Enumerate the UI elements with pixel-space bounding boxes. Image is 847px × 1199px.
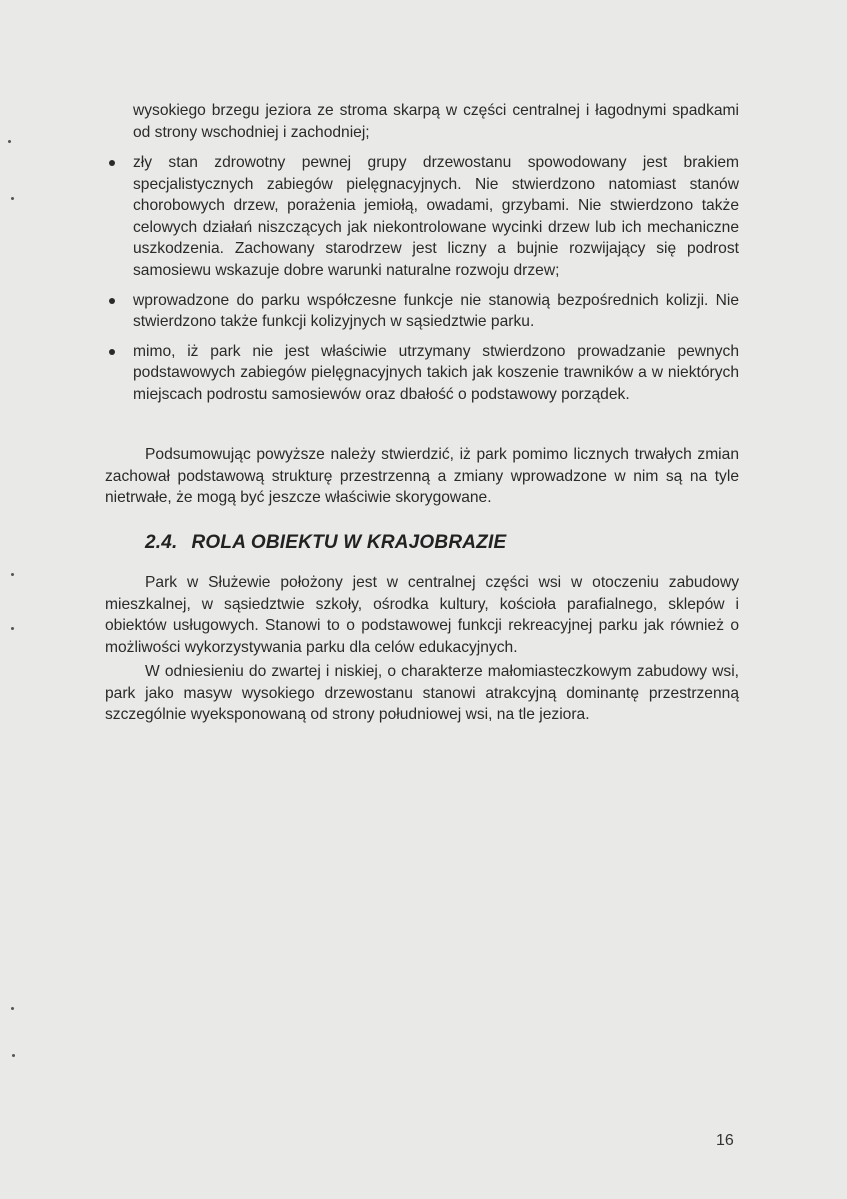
- section-number: 2.4.: [145, 532, 178, 553]
- section-heading: [145, 532, 506, 554]
- bullet-item: [105, 341, 739, 406]
- bullet-dot-icon: [109, 349, 115, 355]
- bullet-text: zły stan zdrowotny pewnej grupy drzewostanu spowodowany jest brakiem specjalistycznych zabiegów pielęgnacyjnych. Nie stwierdzono natomiast stanów chorobowych drzew, porażenia jemiołą, owadami, grzybami. Nie stwierdzono także celowych działań niszczących jak niekontrolowane wycinki drzew lub ich mechaniczne uszkodzenia. Zachowany starodrzew jest liczny a bujnie rozwijający się podrost samosiewu wskazuje dobre warunki naturalne rozwoju drzew;: [133, 154, 739, 279]
- intro-fragment: wysokiego brzegu jeziora ze stroma skarpą w części centralnej i łagodnymi spadkami od strony wschodniej i zachodniej;: [133, 102, 739, 141]
- bullet-item: [105, 290, 739, 333]
- bullet-item: [105, 152, 739, 282]
- section-title: ROLA OBIEKTU W KRAJOBRAZIE: [191, 532, 507, 553]
- bullet-dot-icon: [109, 160, 115, 166]
- page-number: 16: [716, 1132, 734, 1149]
- bullet-list: [105, 152, 739, 414]
- section-paragraph: Park w Służewie położony jest w centralnej części wsi w otoczeniu zabudowy mieszkalnej, w sąsiedztwie szkoły, ośrodka kultury, kościoła parafialnego, sklepów i obiektów usługowych. Stanowi to o podstawowej funkcji rekreacyjnej parku jak również o możliwości wykorzystywania parku dla celów edukacyjnych.: [105, 574, 739, 656]
- bullet-text: mimo, iż park nie jest właściwie utrzymany stwierdzono prowadzanie pewnych podstawowych zabiegów pielęgnacyjnych takich jak koszenie trawników a w niektórych miejscach podrostu samosiewów oraz dbałość o podstawowy porządek.: [133, 342, 739, 403]
- scan-speck: [11, 197, 14, 200]
- bullet-text: wprowadzone do parku współczesne funkcje nie stanowią bezpośrednich kolizji. Nie stwierdzono także funkcji kolizyjnych w sąsiedztwie parku.: [133, 291, 739, 331]
- scan-speck: [11, 1007, 14, 1010]
- scan-speck: [11, 573, 14, 576]
- section-paragraph: W odniesieniu do zwartej i niskiej, o charakterze małomiasteczkowym zabudowy wsi, park jako masyw wysokiego drzewostanu stanowi atrakcyjną dominantę przestrzenną szczególnie wyeksponowaną od strony południowej wsi, na tle jeziora.: [105, 663, 739, 724]
- scan-speck: [11, 627, 14, 630]
- scan-speck: [12, 1054, 15, 1057]
- scan-speck: [8, 140, 11, 143]
- bullet-dot-icon: [109, 298, 115, 304]
- summary-paragraph: Podsumowując powyższe należy stwierdzić, iż park pomimo licznych trwałych zmian zachował podstawową strukturę przestrzenną a zmiany wprowadzone w nim są na tyle nietrwałe, że mogą być jeszcze właściwie skorygowane.: [105, 446, 739, 507]
